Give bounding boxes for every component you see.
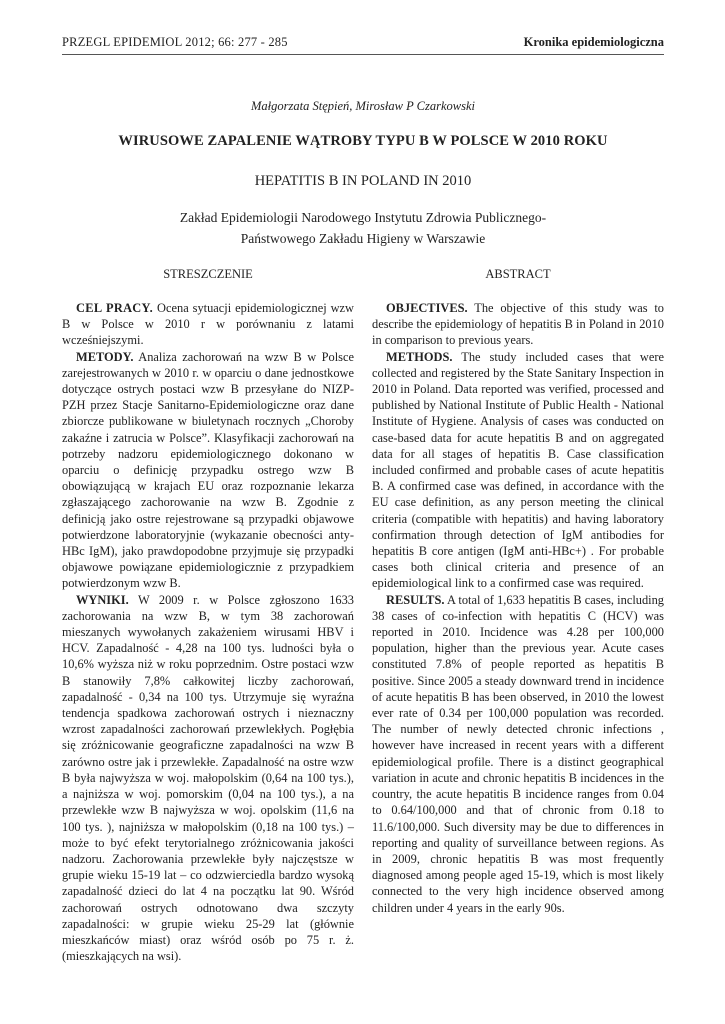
section-label: RESULTS. <box>386 592 445 607</box>
section-name: Kronika epidemiologiczna <box>523 35 664 49</box>
affiliation-line-2: Państwowego Zakładu Higieny w Warszawie <box>240 231 486 246</box>
summary-methods <box>62 349 354 592</box>
section-text: The study included cases that were collected and registered by the State Sanitary Inspection in 2010 in Poland. Data reported was verified, processed and published by National Institute of Public Health - National Institute of Hygiene. Analysis of cases was conducted on case-based data for acute hepatitis B and on aggregated data for all stages of hepatitis B. Case classification included confirmed and probable cases of acute hepatitis B. A confirmed case was defined, in accordance with the EU case definition, as any person meeting the clinical criteria (compatible with hepatitis) and having laboratory confirmation through detection of IgM antibodies for hepatitis B core antigen (IgM anti-HBc+) . For probable cases both clinical criteria and presence of an epidemiological link to a confirmed case was required. <box>372 349 664 591</box>
section-text: Ocena sytuacji epidemiologicznej wzw B w Polsce w 2010 r w porównaniu z latami wcześniejszymi. <box>62 301 355 348</box>
abstract-methods <box>372 349 664 592</box>
affiliation-line-1: Zakład Epidemiologii Narodowego Instytutu Zdrowia Publicznego- <box>179 210 547 225</box>
title-english: HEPATITIS B IN POLAND IN 2010 <box>254 173 472 189</box>
section-label: CEL PRACY. <box>76 301 154 315</box>
journal-citation: PRZEGL EPIDEMIOL 2012; 66: 277 - 285 <box>62 35 288 49</box>
affiliation <box>62 207 664 249</box>
section-label: METHODS. <box>386 349 453 364</box>
title-polish: WIRUSOWE ZAPALENIE WĄTROBY TYPU B W POLSCE W 2010 ROKU <box>118 133 608 149</box>
authors: Małgorzata Stępień, Mirosław P Czarkowski <box>251 99 475 113</box>
abstract-objectives <box>372 300 664 349</box>
section-text: A total of 1,633 hepatitis B cases, including 38 cases of co-infection with hepatitis C (HCV) was reported in 2010. Incidence was 4.28 per 100,000 population, higher than the previous year. Acute cases constituted 7.8% of people reported as hepatitis B positive. Since 2005 a steady downward trend in incidence of acute hepatitis B has been observed, in 2010 the lowest ever rate of 0.34 per 100,000 population was recorded. The number of newly detected chronic infections , however have increased in recent years with a different epidemiological profile. There is a distinct geographical variation in acute and chronic hepatitis B incidences in the country, the acute hepatitis B incidence ranges from 0.04 to 0.64/100,000 and that of chronic from 0.18 to 11.6/100,000. Such diversity may be due to differences in reporting and quality of surveillance between regions. As in 2009, chronic hepatitis B was most frequently diagnosed among people aged 15-19, which is most likely connected to the very high incidence observed among children under 4 years in the early 90s. <box>372 592 664 915</box>
abstract-column <box>372 300 664 916</box>
abstract-heading: ABSTRACT <box>485 267 551 281</box>
section-text: Analiza zachorowań na wzw B w Polsce zarejestrowanych w 2010 r. w oparciu o dane jednostkowe dotyczące ostrych postaci wzw B przesyłane do NIZP-PZH przez Stacje Sanitarno-Epidemiologiczne oraz dane zbiorcze publikowane w biuletynach rocznych „Choroby zakaźne i zatrucia w Polsce”. Klasyfikacji zachorowań na potrzeby nadzoru epidemiologicznego dokonano w oparciu o definicję przypadku ostrego wzw B obowiązującą w krajach EU oraz rozpoznanie lekarza zgłaszającego zachorowanie na wzw B. Zgodnie z definicją jako ostre rejestrowane są przypadki objawowe potwierdzone laboratoryjnie (wykazanie obecności anty-HBc IgM), jako prawdopodobne przyjmuje się przypadki objawowe powiązane epidemiologicznie z przypadkiem potwierdzonym wzw B. <box>62 349 354 591</box>
section-label: WYNIKI. <box>76 592 129 607</box>
summary-results <box>62 592 354 965</box>
summary-objectives <box>62 300 354 349</box>
section-label: OBJECTIVES. <box>386 301 468 315</box>
section-label: METODY. <box>76 349 134 364</box>
running-header <box>62 32 664 55</box>
section-text: The objective of this study was to describe the epidemiology of hepatitis B in Poland in 2010 in comparison to previous years. <box>372 301 665 348</box>
section-text: W 2009 r. w Polsce zgłoszono 1633 zachorowania na wzw B, w tym 38 zachorowań mieszanych wywołanych zakażeniem wirusami HBV i HCV. Zapadalność - 4,28 na 100 tys. ludności była o 10,6% wyższa niż w roku poprzednim. Ostre postaci wzw B stanowiły 7,8% całkowitej liczby zachorowań, zapadalność - 0,34 na 100 tys. Utrzymuje się wyraźna tendencja spadkowa zachorowań ostrych i nieznaczny wzrost zapadalności zachorowań przewlekłych. Pogłębia się zróżnicowanie geograficzne zapadalności na wzw B zarówno ostre jak i przewlekłe. Zapadalność na ostre wzw B była najwyższa w woj. małopolskim (0,64 na 100 tys.), a najniższa w woj. pomorskim (0,04 na 100 tys.), a na przewlekłe wzw B najwyższa w woj. opolskim (11,6 na 100 tys. ), najniższa w małopolskim (0,18 na 100 tys.) – może to być efekt terytorialnego zróżnicowania jakości nadzoru. Zachorowania przewlekłe były najczęstsze w grupie wieku 15-19 lat – co odzwierciedla bardzo wysoką zapadalność dzieci do lat 4 na początku lat 90. Wśród zachorowań ostrych odnotowano dwa szczyty zapadalności: w grupie wieku 25-29 lat (głównie mieszkańców miast) oraz wśród osób po 75 r. ż.(mieszkających na wsi). <box>62 592 355 964</box>
summary-column <box>62 300 354 964</box>
abstract-results <box>372 592 664 916</box>
summary-heading: STRESZCZENIE <box>163 267 253 281</box>
